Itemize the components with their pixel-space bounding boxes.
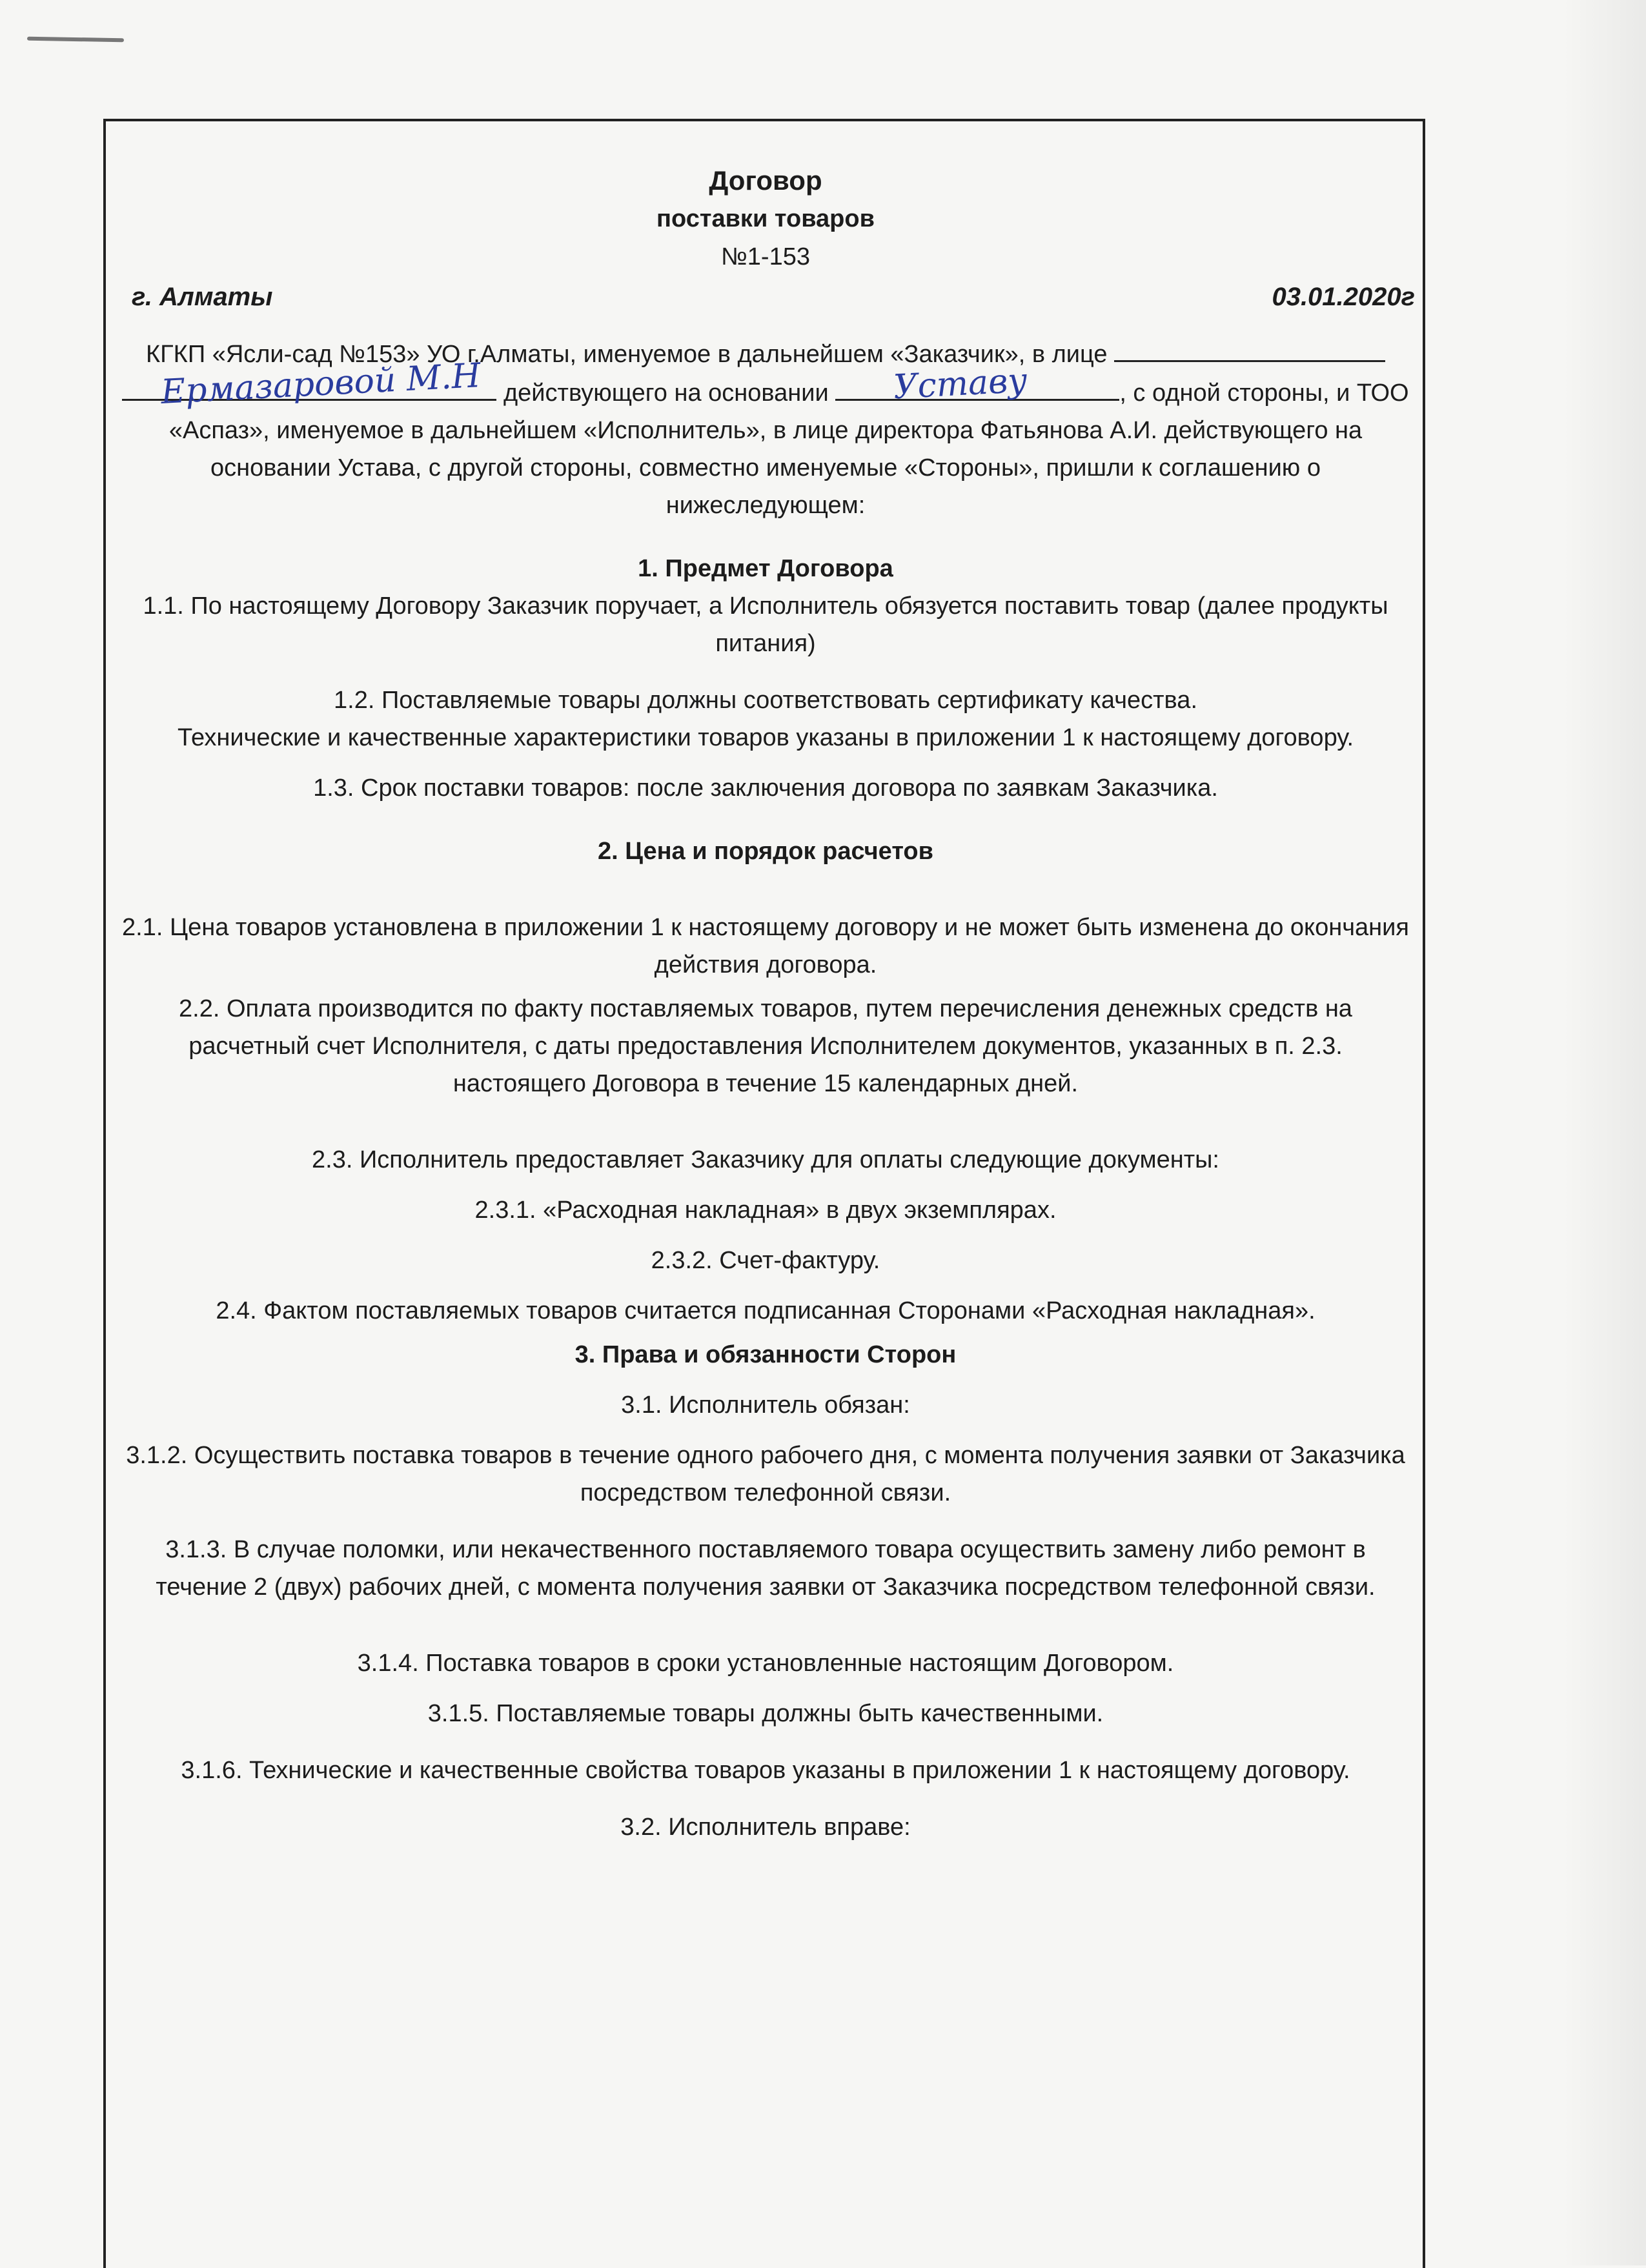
contract-city: г. Алматы <box>132 283 273 311</box>
document-title: Договор <box>709 165 822 196</box>
clause-2-3-1: 2.3.1. «Расходная накладная» в двух экземплярах. <box>474 1197 1057 1224</box>
signatory-name-field <box>122 356 496 412</box>
contract-document <box>106 119 1425 1846</box>
section-2-heading: 2. Цена и порядок расчетов <box>598 838 933 865</box>
clause-1-1: 1.1. По настоящему Договору Заказчик поручает, а Исполнитель обязуется поставить товар (далее продукты питания) <box>143 592 1388 657</box>
clause-1-2a: 1.2. Поставляемые товары должны соответствовать сертификату качества. <box>334 687 1197 714</box>
clause-3-1: 3.1. Исполнитель обязан: <box>621 1392 910 1419</box>
clause-3-1-5: 3.1.5. Поставляемые товары должны быть качественными. <box>427 1700 1104 1727</box>
clause-3-1-4: 3.1.4. Поставка товаров в сроки установленные настоящим Договором. <box>357 1650 1174 1677</box>
clause-2-2: 2.2. Оплата производится по факту поставляемых товаров, путем перечисления денежных средств на расчетный счет Исполнителя, с даты предоставления Исполнителем документов, указанных в п. 2.3. настоящего Договора в течение 15 календарных дней. <box>179 995 1352 1097</box>
preamble-part2: действующего на основании <box>503 380 829 407</box>
scan-edge-shadow <box>1562 0 1646 2265</box>
clause-3-1-2: 3.1.2. Осуществить поставка товаров в течение одного рабочего дня, с момента получения заявки от Заказчика посредством телефонной связи. <box>126 1442 1405 1506</box>
section-3-heading: 3. Права и обязанности Сторон <box>574 1341 957 1368</box>
preamble-part3: , с одной стороны, и ТОО «Аспаз», именуемое в дальнейшем «Исполнитель», в лице директора Фатьянова А.И. действующего на основании Устава, с другой стороны, совместно именуемые «Стороны», пришли к соглашению о нижеследующем: <box>168 380 1409 519</box>
basis-field <box>835 361 1119 407</box>
clause-1-3: 1.3. Срок поставки товаров: после заключения договора по заявкам Заказчика. <box>313 775 1218 802</box>
clause-3-2: 3.2. Исполнитель вправе: <box>620 1814 911 1841</box>
preamble <box>106 334 1425 524</box>
clause-2-1: 2.1. Цена товаров установлена в приложении 1 к настоящему договору и не может быть изменена до окончания действия договора. <box>122 914 1409 978</box>
clause-3-1-6: 3.1.6. Технические и качественные свойства товаров указаны в приложении 1 к настоящему договору. <box>181 1757 1350 1784</box>
clause-2-3-2: 2.3.2. Счет-фактуру. <box>651 1247 880 1274</box>
clause-3-1-3: 3.1.3. В случае поломки, или некачественного поставляемого товара осуществить замену либо ремонт в течение 2 (двух) рабочих дней, с момента получения заявки от Заказчика посредством телефонной связи. <box>156 1536 1376 1601</box>
clause-1-2b: Технические и качественные характеристики товаров указаны в приложении 1 к настоящему договору. <box>177 724 1354 751</box>
handwritten-signatory-name: Ермазаровой М.Н <box>160 356 482 412</box>
contract-date: 03.01.2020г <box>1272 283 1415 311</box>
document-subtitle: поставки товаров <box>656 205 875 232</box>
clause-2-3: 2.3. Исполнитель предоставляет Заказчику для оплаты следующие документы: <box>312 1146 1219 1173</box>
handwritten-basis: Уставу <box>892 361 1029 407</box>
signatory-blank-1 <box>1114 334 1385 362</box>
preamble-part1: КГКП «Ясли-сад №153» УО г.Алматы, именуемое в дальнейшем «Заказчик», в лице <box>145 341 1108 368</box>
scan-mark <box>27 37 124 43</box>
contract-number: №1-153 <box>721 243 810 270</box>
clause-2-4: 2.4. Фактом поставляемых товаров считается подписанная Сторонами «Расходная накладная». <box>216 1297 1316 1324</box>
city-date-row <box>106 279 1425 315</box>
section-1-heading: 1. Предмет Договора <box>638 555 893 582</box>
